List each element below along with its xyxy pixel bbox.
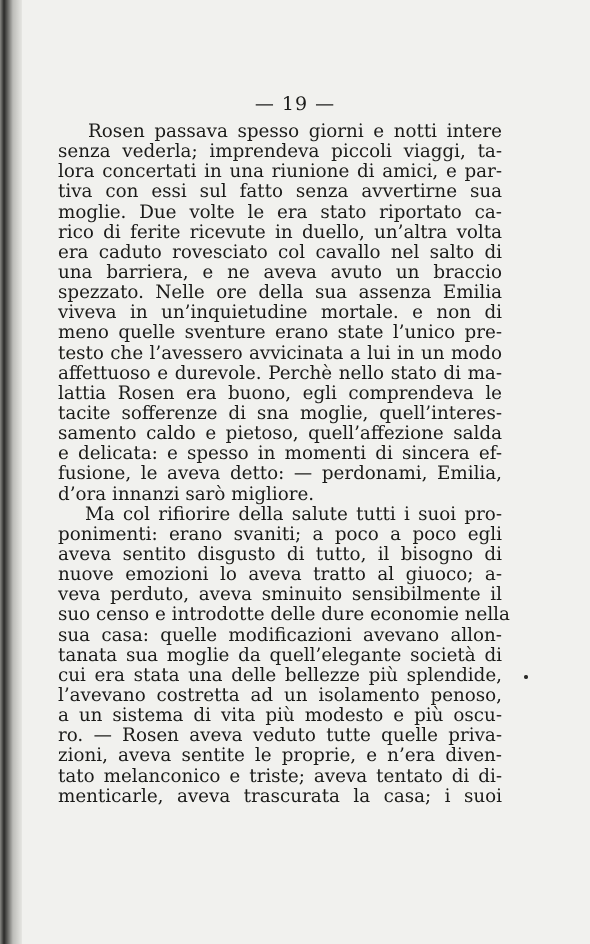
book-binding-edge [0, 0, 22, 944]
text-line: cui era stata una delle bellezze più splendide, [58, 664, 502, 686]
text-line: Rosen passava spesso giorni e notti intere [88, 121, 502, 142]
text-line: tacite sofferenze di sna moglie, quell’interes- [58, 402, 502, 424]
text-line: testo che l’avessero avvicinata a lui in un modo [58, 342, 502, 364]
text-line: samento caldo e pietoso, quell’affezione salda [58, 423, 502, 445]
body-text [58, 121, 510, 807]
text-line: una barriera, e ne aveva avuto un braccio [58, 261, 502, 283]
text-line: zioni, aveva sentite le proprie, e n’era diven- [58, 745, 502, 767]
text-line: veva perduto, aveva sminuito sensibilmente il [58, 584, 502, 606]
text-line: era caduto rovesciato col cavallo nel salto di [58, 241, 502, 263]
text-line: e delicata: e spesso in momenti di sincera ef- [58, 443, 502, 465]
text-line: sua casa: quelle modificazioni avevano allon- [58, 624, 502, 646]
text-line: nuove emozioni lo aveva tratto al giuoco; a- [58, 564, 502, 586]
text-line: l’avevano costretta ad un isolamento penoso, [58, 684, 502, 706]
text-line: lora concertati in una riunione di amici, e par- [58, 161, 502, 183]
text-line: spezzato. Nelle ore della sua assenza Emilia [58, 282, 502, 304]
text-line: Ma col rifiorire della salute tutti i suoi pro- [85, 503, 502, 525]
text-line: a un sistema di vita più modesto e più oscu- [58, 705, 502, 727]
text-line: viveva in un’inquietudine mortale. e non di [58, 302, 502, 324]
text-line: fusione, le aveva detto: — perdonami, Emilia, [58, 463, 502, 485]
text-line: moglie. Due volte le era stato riportato ca- [58, 201, 502, 223]
page-number: — 19 — [254, 93, 336, 115]
text-line: lattia Rosen era buono, egli comprendeva le [58, 382, 502, 404]
text-line: tanata sua moglie da quell’elegante società di [58, 644, 502, 666]
text-line: menticarle, aveva trascurata la casa; i suoi [58, 785, 502, 807]
text-line: aveva sentito disgusto di tutto, il bisogno di [58, 543, 502, 565]
text-line: ro. — Rosen aveva veduto tutte quelle priva- [58, 725, 502, 747]
text-line: senza vederla; imprendeva piccoli viaggi, ta- [58, 141, 502, 163]
text-line: tiva con essi sul fatto senza avvertirne sua [58, 181, 502, 203]
ink-speck [524, 675, 528, 679]
text-line: tato melanconico e triste; aveva tentato di di- [58, 765, 502, 787]
text-line: d’ora innanzi sarò migliore. [58, 483, 315, 505]
text-line: suo censo e introdotte delle dure economie nella [58, 604, 510, 626]
text-line: ponimenti: erano svaniti; a poco a poco egli [58, 523, 502, 545]
text-line: rico di ferite ricevute in duello, un’altra volta [58, 221, 502, 243]
text-line: affettuoso e durevole. Perchè nello stato di ma- [58, 362, 502, 384]
text-line: meno quelle sventure erano state l’unico pre- [58, 322, 502, 344]
